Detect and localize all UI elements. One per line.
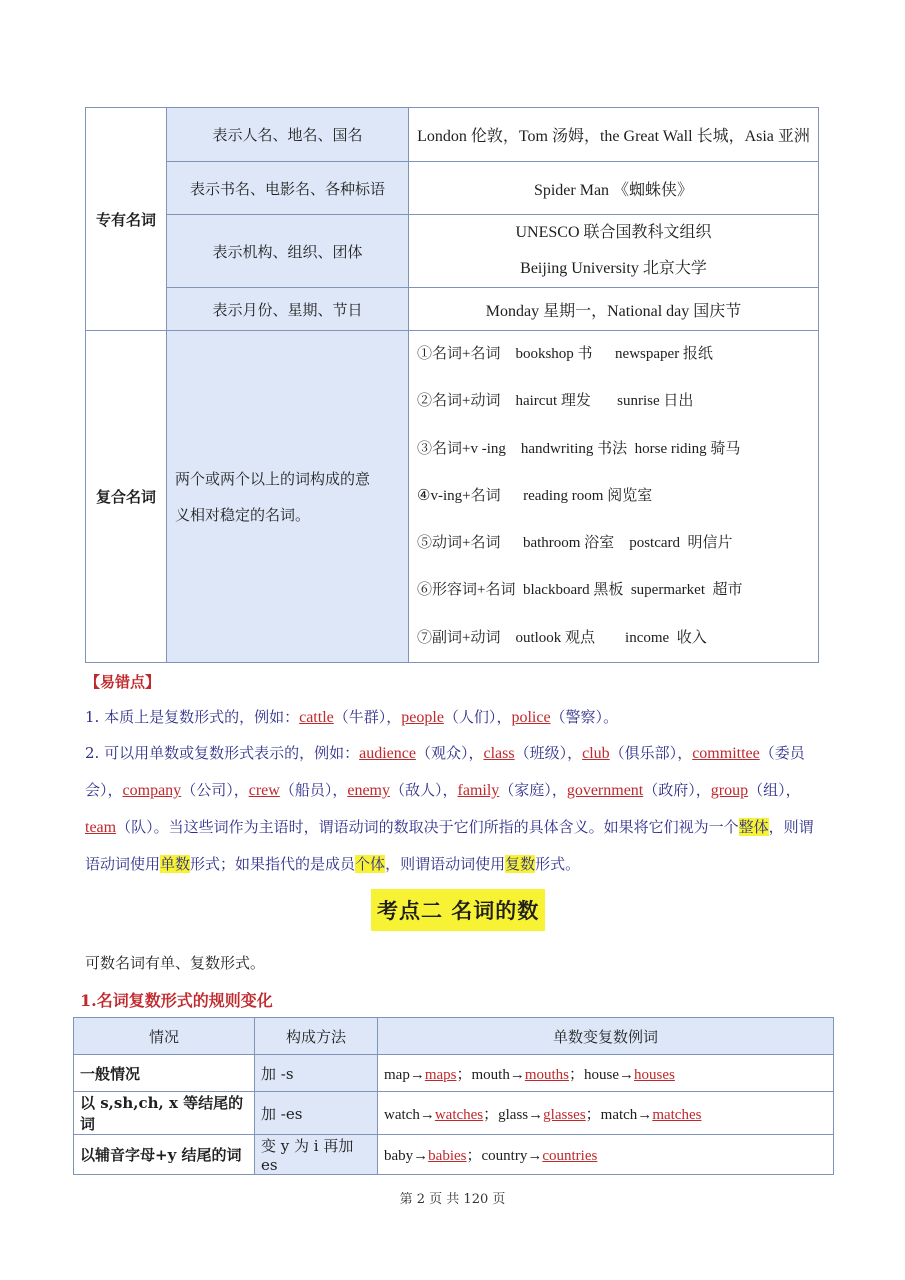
example-plural: houses: [634, 1066, 675, 1083]
example-word: crew: [248, 782, 280, 799]
proper-row-example: [409, 215, 819, 288]
rule-case: 以 s,sh,ch, x 等结尾的词: [74, 1092, 255, 1135]
example-base: ；match→: [585, 1106, 653, 1123]
compound-noun-category: 复合名词: [86, 331, 167, 663]
example-word: police: [511, 709, 551, 726]
proper-row-desc: 表示人名、地名、国名: [167, 108, 409, 162]
compound-desc-line: 义相对稳定的名词。: [175, 505, 311, 524]
word-meaning: （班级）: [514, 744, 568, 762]
proper-row-desc: 表示月份、星期、节日: [167, 288, 409, 331]
example-plural: mouths: [524, 1066, 570, 1083]
rule-examples: [378, 1135, 834, 1175]
table-row: [74, 1135, 834, 1175]
example-base: watch→: [384, 1106, 435, 1123]
proper-row-example: Spider Man 《蜘蛛侠》: [409, 162, 819, 215]
point-text: 2. 可以用单数或复数形式表示的，例如：: [85, 744, 360, 762]
table-row: [74, 1055, 834, 1092]
example-base: map→: [384, 1066, 425, 1083]
example-word: enemy: [347, 782, 390, 799]
column-header: 构成方法: [255, 1018, 378, 1055]
rule-method: 加 -es: [255, 1092, 378, 1135]
rule-method: 变 y 为 i 再加 es: [255, 1135, 378, 1175]
rule-examples: [378, 1055, 834, 1092]
example-base: baby→: [384, 1148, 429, 1164]
word-meaning: （敌人）: [390, 781, 443, 799]
word-meaning: （牛群）: [333, 708, 387, 726]
compound-item: ⑤动词+名词 bathroom 浴室 postcard 明信片: [417, 535, 733, 552]
compound-item: ⑥形容词+名词 blackboard 黑板 supermarket 超市: [417, 582, 743, 599]
word-meaning: （委员会）: [85, 744, 805, 799]
rule-case: 以辅音字母+y 结尾的词: [74, 1135, 255, 1175]
rule-method: 加 -s: [255, 1055, 378, 1092]
highlight-term: 个体: [355, 855, 386, 873]
table-row: [74, 1092, 834, 1135]
example-word: team: [85, 819, 117, 836]
proper-row-desc: 表示机构、组织、团体: [167, 215, 409, 288]
subsection-heading: 1.名词复数形式的规则变化: [80, 991, 273, 1010]
example-plural: watches: [434, 1106, 484, 1123]
example-plural: glasses: [543, 1106, 586, 1123]
point-text: ，则谓语动词使用: [85, 818, 814, 873]
word-meaning: （观众）: [415, 744, 469, 762]
compound-desc-line: 两个或两个以上的词构成的意: [175, 469, 371, 488]
section-intro: 可数名词有单、复数形式。: [85, 954, 266, 972]
example-word: cattle: [299, 709, 334, 726]
rule-examples: [378, 1092, 834, 1135]
plural-rules-table: [73, 1017, 834, 1175]
word-meaning: （人们）: [443, 708, 497, 726]
example-word: people: [401, 709, 444, 726]
proper-row-example: London 伦敦，Tom 汤姆，the Great Wall 长城，Asia 亚洲: [409, 108, 819, 162]
example-plural: babies: [428, 1148, 467, 1164]
word-meaning: （俱乐部）: [609, 744, 678, 762]
point-text: ，则谓语动词使用: [385, 855, 506, 873]
example-plural: maps: [424, 1066, 457, 1083]
example-word: government: [566, 782, 644, 799]
compound-item: ⑦副词+动词 outlook 观点 income 收入: [417, 629, 707, 646]
compound-item: ①名词+名词 bookshop 书 newspaper 报纸: [417, 346, 713, 362]
highlight-term: 复数: [505, 855, 536, 873]
example-line: Beijing University 北京大学: [520, 260, 707, 277]
highlight-term: 整体: [738, 818, 769, 836]
example-base: ；mouth→: [456, 1066, 525, 1083]
highlight-term: 单数: [160, 855, 191, 873]
word-meaning: （公司）: [181, 781, 234, 799]
example-base: ；country→: [466, 1148, 543, 1164]
compound-item: ④v-ing+名词 reading room 阅览室: [417, 487, 653, 504]
word-meaning: （家庭）: [499, 781, 552, 799]
point-text: 1. 本质上是复数形式的，例如：: [85, 708, 300, 726]
example-word: class: [483, 745, 515, 762]
column-header: 单数变复数例词: [378, 1018, 834, 1055]
noun-types-table: [85, 107, 819, 663]
mistakes-heading: 【易错点】: [85, 673, 161, 691]
example-word: family: [457, 782, 500, 799]
point-text: 形式；如果指代的是成员: [190, 855, 356, 873]
word-meaning: （警察）: [550, 708, 604, 726]
example-word: committee: [692, 745, 760, 762]
rule-case: 一般情况: [74, 1055, 255, 1092]
point-text: 形式。: [535, 855, 581, 873]
word-meaning: （政府）: [643, 781, 696, 799]
compound-item: ③名词+v -ing handwriting 书法 horse riding 骑马: [417, 440, 741, 457]
section-title: 考点二 名词的数: [371, 889, 545, 931]
word-meaning: （船员）: [279, 781, 333, 799]
proper-row-desc: 表示书名、电影名、各种标语: [167, 162, 409, 215]
column-header: 情况: [74, 1018, 255, 1055]
example-line: UNESCO 联合国教科文组织: [515, 224, 712, 241]
point-text: 。: [603, 708, 619, 726]
example-word: audience: [359, 745, 416, 762]
compound-desc: [167, 331, 409, 663]
compound-item: ②名词+动词 haircut 理发 sunrise 日出: [417, 393, 694, 410]
example-base: ；glass→: [483, 1106, 544, 1123]
compound-examples: [409, 331, 819, 663]
mistake-point-2: 2. 可以用单数或复数形式表示的，例如：audience（观众），class（班级），club（俱乐部），committee（委员会），company（公司），crew（船员），enemy（敌人），family（家庭），government（政府），group（组），team（队）。当这些词作为主语时，谓语动词的数取决于它们所指的具体含义。如果将它们视为一个整体，则谓语动词使用单数形式；如果指代的是成员个体，则谓语动词使用复数形式。: [85, 744, 814, 873]
proper-row-example: Monday 星期一，National day 国庆节: [409, 288, 819, 331]
example-word: group: [710, 782, 749, 799]
point-text: 。当这些词作为主语时，谓语动词的数取决于它们所指的具体含义。如果将它们视为一个: [153, 818, 739, 836]
example-plural: matches: [652, 1106, 702, 1123]
example-word: club: [582, 745, 610, 762]
word-meaning: （队）: [116, 818, 154, 836]
example-plural: countries: [542, 1148, 598, 1164]
example-word: company: [122, 782, 182, 799]
proper-noun-category: 专有名词: [86, 108, 167, 331]
example-base: ；house→: [569, 1066, 635, 1083]
mistake-point-1: 1. 本质上是复数形式的，例如：cattle（牛群），people（人们），police（警察）。: [85, 708, 619, 726]
page-footer: 第 2 页 共 120 页: [399, 1192, 506, 1207]
word-meaning: （组）: [748, 781, 786, 799]
